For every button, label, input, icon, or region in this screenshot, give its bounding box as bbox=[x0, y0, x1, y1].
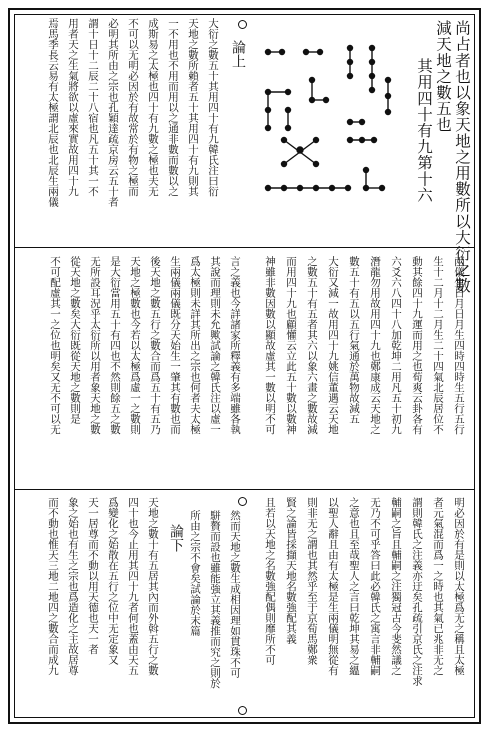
section3-line-9: 賢之論皆採擷天地名數強配其義 bbox=[285, 497, 297, 644]
section3-line-3: 謂則韓氏之注義亦迂矣孔疏引京氏之注求 bbox=[411, 497, 423, 686]
section3-line-4: 輔嗣之旨且輔嗣之注獨冠古今斐然議之 bbox=[390, 497, 402, 676]
section1-line-7: 謂十日十二辰二十八宿也凡五十其一不 bbox=[87, 18, 99, 197]
section1-line-4: 成斯易之太極也四十有九數之極也夫无 bbox=[147, 18, 159, 197]
section2-line-15: 後天地之數五行之數合而爲五十有五乃 bbox=[149, 256, 161, 435]
dot-diagram bbox=[258, 40, 408, 220]
section2-line-19: 從天地之數矣大衍既從天地之數則是 bbox=[69, 256, 81, 424]
section3-line-7: 以聖人辭且由有太極是生兩儀明無從有 bbox=[327, 497, 339, 676]
section2-line-18: 无所設耳況乎太衍所以用者象天地之數 bbox=[89, 256, 101, 435]
section3-line-11: 然而天地之數生成相因理如貫珠不可 bbox=[229, 510, 241, 678]
section3-line-12: 駢贅而設也雖能強立其義推而究之則於 bbox=[209, 510, 221, 689]
section2-line-13: 爲太極則未詳其所出之宗也何者夫太極 bbox=[189, 256, 201, 435]
section2-line-9: 而用四十九也顧懽云立此五十數以數神 bbox=[285, 256, 297, 435]
section3-line-15: 天地之數十有五居其內而外斡五行之數 bbox=[147, 497, 159, 676]
section3-line-5: 无乃不可乎答曰此必韓氏之寓言非輔嗣 bbox=[369, 497, 381, 676]
section2-line-20: 不可配虛其一之位也明矣又无不可以无 bbox=[49, 256, 61, 435]
section2-line-11: 言之義也今詳諸家所釋義有多端雖各執 bbox=[229, 256, 241, 435]
section1-title-line2: 減天地之數五也 bbox=[434, 20, 452, 133]
section3-heading: 論下 bbox=[168, 524, 184, 553]
section3-line-17: 爲變化之始散在五行之位中无定象又 bbox=[107, 497, 119, 665]
section1-line-1: 大衍之數五十其用四十有九韓氏注曰衍 bbox=[207, 18, 219, 197]
section2-line-17: 是大衍當用五十有四也不然則餘五之數 bbox=[109, 256, 121, 435]
section2-line-5: 潛龍勿用故用四十九也鄭康成云天地之 bbox=[369, 256, 381, 435]
section2-line-10: 神雖非數因數以顯故虛其一數以明不可 bbox=[264, 256, 276, 435]
circle-marker-icon bbox=[238, 706, 247, 715]
section3-line-13: 所由之宗不會矣試論於末篇 bbox=[189, 510, 201, 636]
section1-line-9: 焉馬季長云易有太極謂北辰也北辰生兩儀 bbox=[47, 18, 59, 207]
section1-line-2: 天地之數所賴者五十其用四十有九則其 bbox=[187, 18, 199, 197]
section3-line-8: 則非无之謂也其然乎至于京荀馬鄭衆 bbox=[306, 497, 318, 665]
section3-line-19: 象之始也有生之宗也爲造化之主故居尊 bbox=[67, 497, 79, 676]
section2-line-2: 生十二月十二月生二十四氣北辰居位不 bbox=[432, 256, 444, 435]
section-divider-1 bbox=[15, 247, 474, 248]
section2-line-8: 之數五十有五者其六以象六畫之數故減 bbox=[306, 256, 318, 435]
section1-line-6: 必明其所由之宗也孔穎達疏京房云五十者 bbox=[107, 18, 119, 207]
circle-marker-icon bbox=[238, 497, 247, 506]
section1-title-line3: 其用四十有九第十六 bbox=[415, 58, 433, 203]
section2-line-16: 天地之極數也今若以太極爲虛一之數則 bbox=[129, 256, 141, 435]
section1-heading: 論上 bbox=[230, 40, 246, 69]
section1-title-line1: 尚占者也以象天地之用數所以大衍之數 bbox=[453, 20, 471, 294]
section2-line-7: 大衍又減一故用四十九姚信董遇云天地 bbox=[327, 256, 339, 435]
section1-line-8: 用者天之生氣將欲以虛來實故用四十九 bbox=[67, 18, 79, 197]
section2-line-4: 六爻六八四十八加乾坤二用凡五十初九 bbox=[390, 256, 402, 435]
section1-line-5: 不可以无明必因於有故常於有物之極而 bbox=[127, 18, 139, 197]
section2-line-12: 其說而理則未允歟試論之韓氏注以虛一 bbox=[209, 256, 221, 435]
section3-line-6: 之意也且至哉聖人之言曰乾坤其易之縕 bbox=[348, 497, 360, 676]
section1-line-3: 一不用也不用而用以之通非數而數以之 bbox=[167, 18, 179, 197]
section3-line-20: 而不動也惟天三地二地四之數合而成九 bbox=[47, 497, 59, 676]
circle-marker-icon bbox=[238, 20, 247, 29]
section3-line-16: 四十也今止用其四十九者何也蓋由天五 bbox=[127, 497, 139, 676]
section2-line-6: 數五十有五以五行氣通於萬物故減五 bbox=[348, 256, 360, 424]
section3-line-2: 者元氣混而爲一之時也其氣已兆非无之 bbox=[432, 497, 444, 676]
section3-line-1: 明必因於有是則以太極爲无之稱且太極 bbox=[453, 497, 465, 676]
section2-line-3: 動其餘四十九運而用之也荀爽云卦各有 bbox=[411, 256, 423, 435]
section-divider-2 bbox=[15, 489, 474, 490]
section2-line-14: 生兩儀兩儀既分天始生一肇其有數也而 bbox=[169, 256, 181, 435]
section3-line-10: 且若以天地之名數強配偶則靡所不可 bbox=[264, 497, 276, 665]
section3-line-18: 天一居尊而不動以用天德也天一者 bbox=[87, 497, 99, 655]
section2-line-1: 兩儀生日月日月生四時四時生五行五行 bbox=[453, 256, 465, 435]
